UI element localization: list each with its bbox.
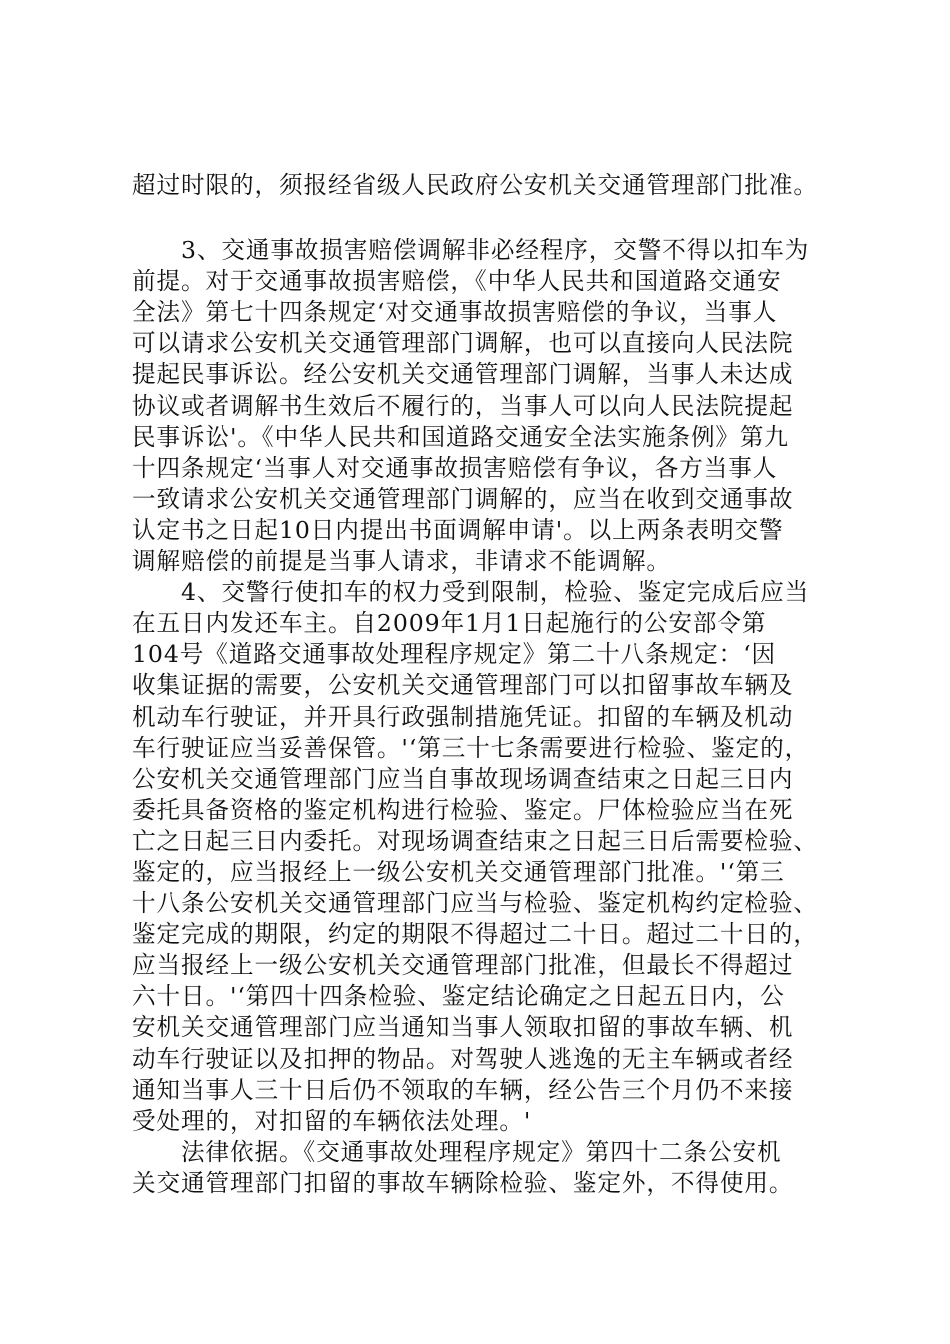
- text-line: 民事诉讼'。《中华人民共和国道路交通安全法实施条例》第九: [132, 422, 789, 451]
- text-line: 4、交警行使扣车的权力受到限制，检验、鉴定完成后应当: [132, 578, 810, 607]
- text-line: 协议或者调解书生效后不履行的，当事人可以向人民法院提起: [132, 391, 794, 420]
- text-line: 应当报经上一级公安机关交通管理部门批准，但最长不得超过: [132, 951, 794, 980]
- text-line: 委托具备资格的鉴定机构进行检验、鉴定。尸体检验应当在死: [132, 795, 794, 824]
- text-line: 收集证据的需要，公安机关交通管理部门可以扣留事故车辆及: [132, 671, 794, 700]
- text-line: 调解赔偿的前提是当事人请求，非请求不能调解。: [132, 547, 671, 576]
- text-line: 104号《道路交通事故处理程序规定》第二十八条规定：‘因: [132, 640, 776, 669]
- paragraph-gap: [132, 201, 832, 235]
- paragraph-block-1: [132, 170, 832, 201]
- text-line: 机动车行驶证，并开具行政强制措施凭证。扣留的车辆及机动: [132, 702, 794, 731]
- text-line: 法律依据。《交通事故处理程序规定》第四十二条公安机: [132, 1137, 782, 1166]
- text-line: 公安机关交通管理部门应当自事故现场调查结束之日起三日内: [132, 764, 794, 793]
- text-line: 十八条公安机关交通管理部门应当与检验、鉴定机构约定检验、: [132, 889, 818, 918]
- text-line: 在五日内发还车主。自2009年1月1日起施行的公安部令第: [132, 609, 767, 638]
- text-line: 动车行驶证以及扣押的物品。对驾驶人逃逸的无主车辆或者经: [132, 1044, 794, 1073]
- text-line: 3、交通事故损害赔偿调解非必经程序，交警不得以扣车为: [132, 236, 810, 265]
- text-line: 十四条规定‘当事人对交通事故损害赔偿有争议，各方当事人: [132, 453, 778, 482]
- text-line: 关交通管理部门扣留的事故车辆除检验、鉴定外，不得使用。: [132, 1168, 794, 1197]
- text-line: 鉴定的，应当报经上一级公安机关交通管理部门批准。'‘第三: [132, 857, 785, 886]
- text-line: 安机关交通管理部门应当通知当事人领取扣留的事故车辆、机: [132, 1013, 794, 1042]
- text-line: 鉴定完成的期限，约定的期限不得超过二十日。超过二十日的，: [132, 920, 818, 949]
- text-line: 通知当事人三十日后仍不领取的车辆，经公告三个月仍不来接: [132, 1075, 794, 1104]
- text-line: 亡之日起三日内委托。对现场调查结束之日起三日后需要检验、: [132, 826, 818, 855]
- text-line: 认定书之日起10日内提出书面调解申请'。以上两条表明交警: [132, 515, 784, 544]
- text-line: 一致请求公安机关交通管理部门调解的，应当在收到交通事故: [132, 484, 794, 513]
- document-page: [132, 170, 832, 1199]
- text-line: 车行驶证应当妥善保管。'‘第三十七条需要进行检验、鉴定的，: [132, 733, 810, 762]
- text-line: 可以请求公安机关交通管理部门调解，也可以直接向人民法院: [132, 329, 794, 358]
- text-line: 全法》第七十四条规定‘对交通事故损害赔偿的争议，当事人: [132, 298, 778, 327]
- paragraph-block-2: [132, 235, 832, 1199]
- text-line: 提起民事诉讼。经公安机关交通管理部门调解，当事人未达成: [132, 360, 794, 389]
- text-line: 前提。对于交通事故损害赔偿，《中华人民共和国道路交通安: [132, 267, 782, 296]
- text-line: 超过时限的，须报经省级人民政府公安机关交通管理部门批准。: [132, 171, 818, 199]
- text-line: 受处理的，对扣留的车辆依法处理。': [132, 1106, 532, 1135]
- text-line: 六十日。'‘第四十四条检验、鉴定结论确定之日起五日内，公: [132, 982, 785, 1011]
